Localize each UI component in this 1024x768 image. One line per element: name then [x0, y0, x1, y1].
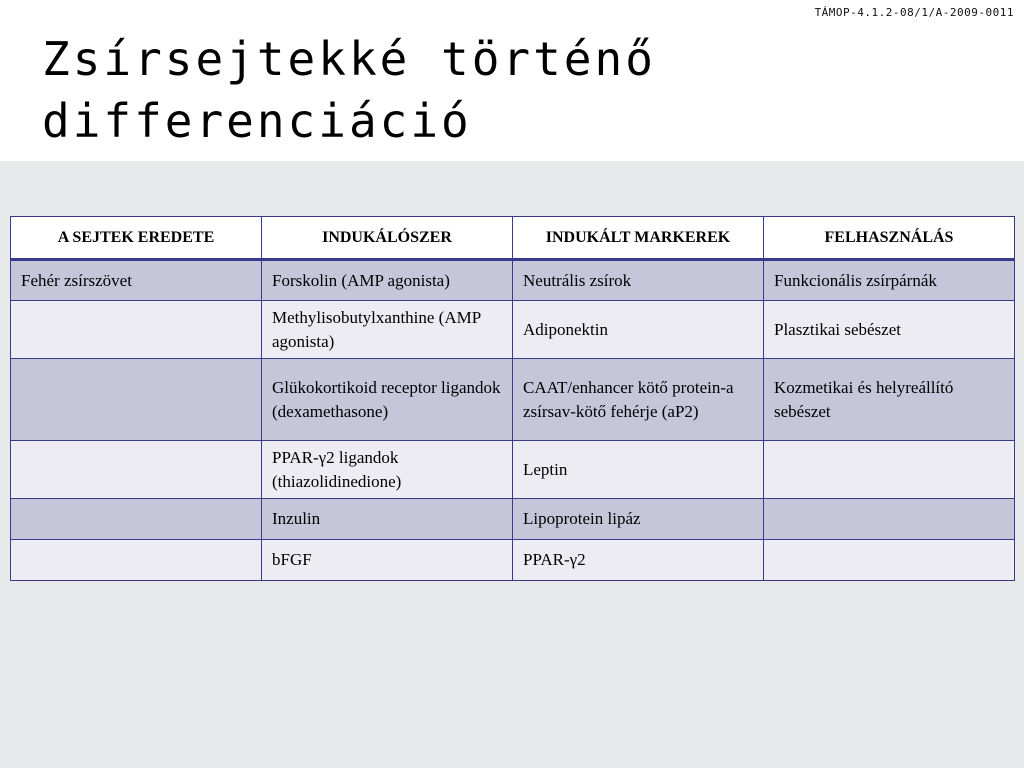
table-cell: Plasztikai sebészet	[764, 301, 1015, 359]
title-line-2: differenciáció	[42, 94, 472, 148]
column-header-origin: A SEJTEK EREDETE	[11, 217, 262, 260]
table-cell	[764, 441, 1015, 499]
table-cell	[11, 301, 262, 359]
column-header-usage: FELHASZNÁLÁS	[764, 217, 1015, 260]
table-row	[11, 441, 1015, 499]
table-cell: Fehér zsírszövet	[11, 260, 262, 301]
table-row	[11, 359, 1015, 441]
title-line-1: Zsírsejtekké történő	[42, 32, 656, 86]
table-cell: Inzulin	[262, 499, 513, 540]
slide-header	[0, 0, 1024, 161]
table-cell: PPAR-γ2 ligandok (thiazolidinedione)	[262, 441, 513, 499]
table-cell	[764, 499, 1015, 540]
table-cell	[11, 441, 262, 499]
table-cell	[11, 499, 262, 540]
table-cell: Glükokortikoid receptor ligandok (dexamethasone)	[262, 359, 513, 441]
table-cell: Funkcionális zsírpárnák	[764, 260, 1015, 301]
table-row	[11, 499, 1015, 540]
table-cell: bFGF	[262, 540, 513, 581]
table-row	[11, 540, 1015, 581]
table-cell: Kozmetikai és helyreállító sebészet	[764, 359, 1015, 441]
table-cell: Methylisobutylxanthine (AMP agonista)	[262, 301, 513, 359]
slide-title	[42, 28, 942, 152]
table-cell	[11, 540, 262, 581]
column-header-markers: INDUKÁLT MARKEREK	[513, 217, 764, 260]
table-cell: CAAT/enhancer kötő protein-a zsírsav-kötő fehérje (aP2)	[513, 359, 764, 441]
table-cell: Lipoprotein lipáz	[513, 499, 764, 540]
table-header-row	[11, 217, 1015, 260]
table-cell: PPAR-γ2	[513, 540, 764, 581]
differentiation-table	[10, 216, 1015, 581]
table-cell: Leptin	[513, 441, 764, 499]
project-code: TÁMOP-4.1.2-08/1/A-2009-0011	[814, 6, 1014, 19]
table-cell: Neutrális zsírok	[513, 260, 764, 301]
table-cell: Forskolin (AMP agonista)	[262, 260, 513, 301]
table-row	[11, 260, 1015, 301]
table-cell	[764, 540, 1015, 581]
column-header-inducer: INDUKÁLÓSZER	[262, 217, 513, 260]
table-cell: Adiponektin	[513, 301, 764, 359]
table-row	[11, 301, 1015, 359]
table-cell	[11, 359, 262, 441]
slide-content	[0, 161, 1024, 768]
